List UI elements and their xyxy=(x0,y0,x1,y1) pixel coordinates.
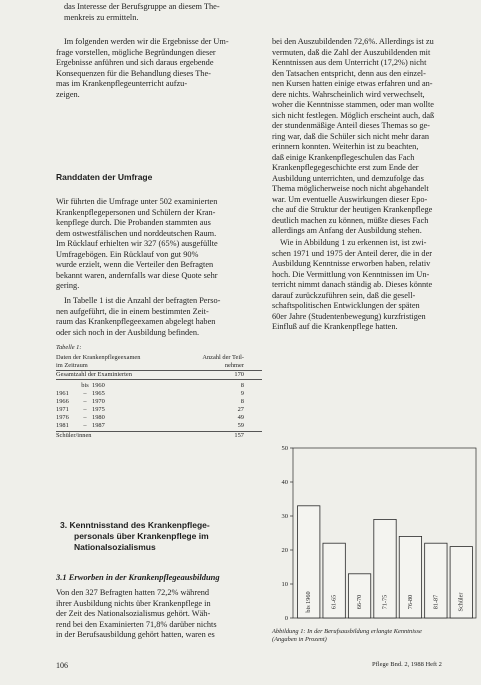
intro-line: menkreis zu ermitteln. xyxy=(64,12,139,22)
table-intro-line: oder sich noch in der Ausbildung befinden. xyxy=(56,327,200,337)
continued-line: daß einige Krankenpflegeschulen das Fach xyxy=(272,152,415,162)
section-heading-line: Nationalsozialismus xyxy=(74,542,156,552)
table-cell-count: 27 xyxy=(237,406,244,413)
table-cell-to: 1975 xyxy=(92,406,105,413)
y-tick-label: 20 xyxy=(281,547,288,554)
survey-line: wurde erzielt, wenn die Verteiler den Befragten xyxy=(56,260,214,269)
figure-caption xyxy=(272,628,478,644)
survey-line: gering. xyxy=(56,281,80,290)
table-intro-line: nen aufgeführt, die in einem bestimmten Zeit- xyxy=(56,306,209,316)
figure-caption-line: Abbildung 1: In der Berufsausbildung erlangte Kenntnisse xyxy=(272,628,422,635)
paragraph-results xyxy=(56,588,266,641)
y-tick-label: 40 xyxy=(281,479,288,486)
continued-line: bei den Auszubildenden 72,6%. Allerdings ist zu xyxy=(272,37,434,46)
results-line: in der Berufsausbildung gehört hatten, waren es xyxy=(56,630,215,639)
continued-line: erinnern konnten. Weiterhin ist zu beachten, xyxy=(272,142,419,151)
survey-line: Umfragebögen. Ein Rücklauf von gut 90% xyxy=(56,249,199,259)
category-label: bis 1960 xyxy=(305,591,313,613)
table-cell-sep: bis xyxy=(81,382,89,389)
results-line: ihrer Ausbildung nichts über Krankenpflege in xyxy=(56,598,211,608)
category-label: 81-87 xyxy=(432,594,440,610)
continued-line: Thema möglicherweise noch nicht abgehandelt xyxy=(272,184,429,193)
overview-line: Im folgenden werden wir die Ergebnisse der Um- xyxy=(64,37,229,46)
figure-intro-line: terricht nimmt danach ständig ab. Dieses könnte xyxy=(272,280,433,289)
survey-line: dem ostwestfälischen und norddeutschen Raum. xyxy=(56,228,217,238)
paragraph-overview xyxy=(56,37,266,100)
survey-line: Krankenpflegepersonen und Schülern der Kran- xyxy=(56,207,216,217)
figure-intro-line: schen 1971 und 1975 der Anteil derer, die in der xyxy=(272,248,433,258)
table-cell-count: 59 xyxy=(237,422,244,429)
results-line: Von den 327 Befragten hatten 72,2% während xyxy=(56,588,210,597)
category-label: 76-80 xyxy=(406,594,414,610)
table-cell-count: 8 xyxy=(240,398,244,405)
table-row xyxy=(56,422,262,430)
table-intro-line: In Tabelle 1 ist die Anzahl der befragten Perso- xyxy=(64,296,221,305)
table-cell-to: 1965 xyxy=(92,390,105,397)
table-total-label: Gesamtzahl der Examinierten xyxy=(56,371,177,380)
section-heading-line: 3. Kenntnisstand des Krankenpflege- xyxy=(60,520,210,530)
intro-line: das Interesse der Berufsgruppe an diesem The- xyxy=(64,2,220,11)
continued-line: che auf die Struktur der heutigen Krankenpflege xyxy=(272,205,433,214)
survey-line: Wir führten die Umfrage unter 502 examinierten xyxy=(56,197,218,206)
continued-line: Ausbildung unterrichten, und demzufolge das xyxy=(272,173,424,183)
figure-intro-line: 60er Jahre (Studentenbewegung) kurzfristigen xyxy=(272,311,426,321)
table-cell-to: 1980 xyxy=(92,414,105,421)
figure-intro-line: Einfluß auf die Krankenpflege hatten. xyxy=(272,322,398,331)
table-cell-sep: – xyxy=(83,414,87,421)
continued-line: sich nicht festlegen. Möglich erscheint auch, daß xyxy=(272,110,435,120)
overview-line: zeigen. xyxy=(56,89,80,99)
table-students-label: Schüler/innen xyxy=(56,432,172,441)
paragraph-continued xyxy=(272,37,478,237)
table-row xyxy=(56,414,262,422)
paragraph-table-intro xyxy=(56,296,266,338)
category-label: 61-65 xyxy=(330,594,338,610)
table-intro-line: raum das Krankenpflegeexamen abgelegt haben xyxy=(56,317,216,326)
section-heading-kenntnisstand xyxy=(60,520,210,553)
table-head-line: im Zeitraum xyxy=(56,362,88,369)
table-head-line: Anzahl der Teil- xyxy=(202,354,244,361)
table-cell-sep: – xyxy=(83,422,87,429)
table-cell-from: 1966 xyxy=(56,398,69,405)
figure-intro-line: Wie in Abbildung 1 zu erkennen ist, ist zwi- xyxy=(280,238,427,247)
survey-line: Im Rücklauf erhielten wir 327 (65%) ausgefüllte xyxy=(56,239,218,248)
table-head-right xyxy=(177,354,262,371)
figure-intro-line: schaftspolitischen Entwicklungen der späten xyxy=(272,301,420,310)
journal-footer: Pflege Bnd. 2, 1988 Heft 2 xyxy=(372,661,442,668)
continued-line: vermuten, daß die Zahl der Auszubildenden mit xyxy=(272,47,431,57)
paragraph-figure-intro xyxy=(272,238,478,333)
figure-intro-line: hoch. Die Vermittlung von Kenntnissen im Un- xyxy=(272,269,430,279)
continued-line: allerdings am Anfang der Ausbildung stehen. xyxy=(272,226,422,235)
continued-line: deutlich machen zu können, müßte dieses Fach xyxy=(272,215,429,225)
subsection-heading: 3.1 Erworben in der Krankenpflegeausbildung xyxy=(56,572,220,582)
table-row xyxy=(56,382,262,390)
overview-line: Ergebnisse anführen und sich daraus ergebende xyxy=(56,58,214,67)
table-cell-from: 1961 xyxy=(56,390,69,397)
figure-intro-line: Ausbildung Kenntnisse erworben haben, relativ xyxy=(272,259,431,268)
y-tick-label: 50 xyxy=(281,445,288,452)
table-students-value: 157 xyxy=(172,432,262,441)
continued-line: nen Kursen hatten einige etwas erfahren und an- xyxy=(272,79,433,88)
bar-chart xyxy=(271,420,477,620)
continued-line: dere nichts. Wahrscheinlich wird verwechselt, xyxy=(272,89,425,99)
paragraph-survey xyxy=(56,197,266,292)
table-row xyxy=(56,398,262,406)
category-label: 66-70 xyxy=(355,594,363,610)
continued-line: der stundenmäßige Anteil dieses Themas so ge- xyxy=(272,121,430,130)
table-cell-from: 1971 xyxy=(56,406,69,413)
continued-line: Kenntnissen aus dem Unterricht (17,2%) nicht xyxy=(272,58,427,67)
category-label: Schüler xyxy=(457,592,465,612)
results-line: der Zeit des Nationalsozialismus gehört. Wäh- xyxy=(56,609,211,618)
overview-line: Konsequenzen für die Behandlung dieses The- xyxy=(56,68,211,78)
overview-line: frage vorstellen, mögliche Begründungen dieser xyxy=(56,47,216,57)
intro-text xyxy=(64,2,266,23)
survey-line: bekannt waren, andernfalls war diese Quote sehr xyxy=(56,270,218,280)
table-cell-sep: – xyxy=(83,406,87,413)
page-number: 106 xyxy=(56,661,68,670)
table-cell-to: 1987 xyxy=(92,422,105,429)
table-head-line: Daten der Krankenpflegeexamen xyxy=(56,354,141,361)
table-1 xyxy=(56,344,262,440)
table-head-left xyxy=(56,354,177,371)
section-heading-randdaten: Randdaten der Umfrage xyxy=(56,172,153,182)
table-cell-sep: – xyxy=(83,390,87,397)
continued-line: war. Um eventuelle Auswirkungen dieser Epo- xyxy=(272,194,428,204)
continued-line: den Tatsachen entspricht, denn aus den einzel- xyxy=(272,68,426,78)
table-caption: Tabelle 1: xyxy=(56,344,82,351)
table-row xyxy=(56,406,262,414)
table-cell-from: 1976 xyxy=(56,414,69,421)
figure-caption-line: (Angaben in Prozent) xyxy=(272,636,327,643)
y-tick-label: 0 xyxy=(284,615,288,620)
continued-line: woher die Kenntnisse stammen, oder man wollte xyxy=(272,100,434,109)
figure-intro-line: darauf zurückzuführen sein, daß die gesell- xyxy=(272,290,416,300)
table-cell-count: 9 xyxy=(240,390,244,397)
table-cell-to: 1970 xyxy=(92,398,105,405)
category-label: 71-75 xyxy=(381,594,389,610)
table-cell-to: 1960 xyxy=(92,382,105,389)
results-line: rend bei den Examinierten 71,8% darüber nichts xyxy=(56,619,217,629)
y-tick-label: 30 xyxy=(281,513,288,520)
continued-line: Krankenpflegegeschichte erst zum Ende der xyxy=(272,163,419,172)
table-cell-sep: – xyxy=(83,398,87,405)
y-tick-label: 10 xyxy=(281,581,288,588)
overview-line: mas im Krankenpflegeunterricht aufzu- xyxy=(56,79,188,88)
table-cell-from: 1981 xyxy=(56,422,69,429)
survey-line: kenpflege durch. Die Probanden stammten aus xyxy=(56,218,211,227)
section-heading-line: personals über Krankenpflege im xyxy=(74,531,209,541)
table-cell-count: 49 xyxy=(237,414,244,421)
table-cell-count: 8 xyxy=(240,382,244,389)
table-head-line: nehmer xyxy=(224,362,244,369)
table-row xyxy=(56,390,262,398)
table-total-value: 170 xyxy=(177,371,262,380)
continued-line: ring war, daß die Schüler sich nicht mehr daran xyxy=(272,131,430,141)
